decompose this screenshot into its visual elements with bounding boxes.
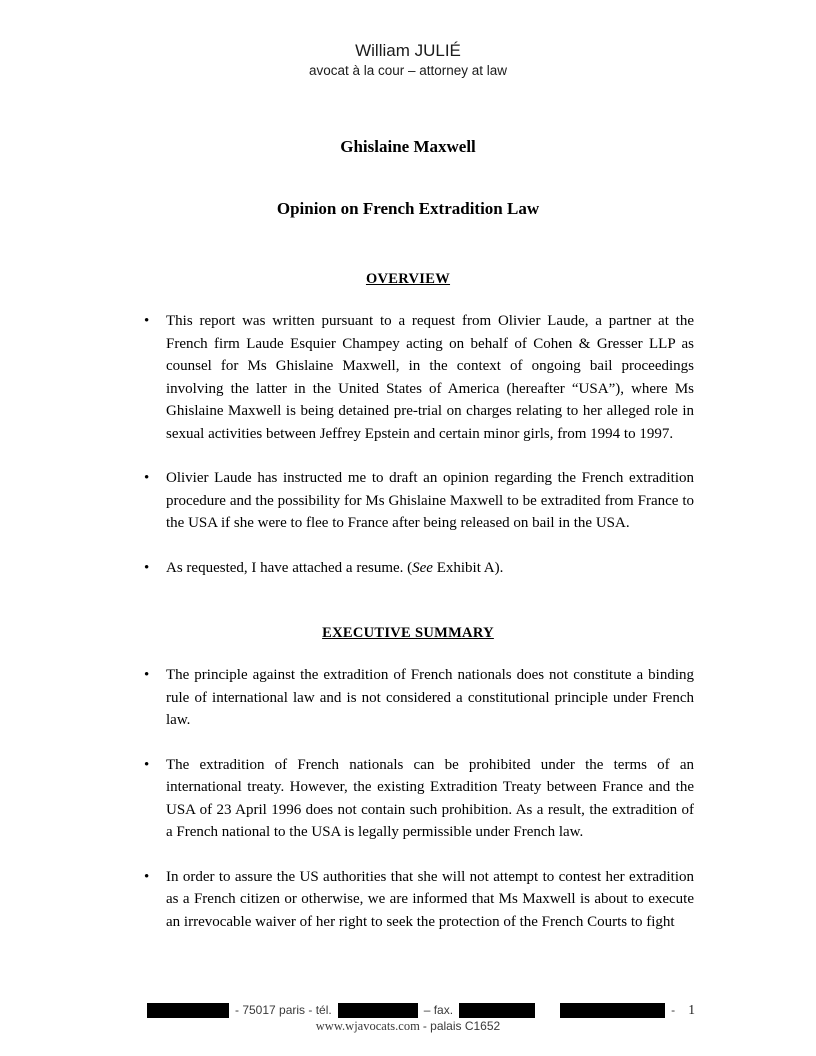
bullet-icon: •	[144, 868, 150, 885]
letterhead	[0, 0, 816, 80]
redacted-fax-bar	[459, 1003, 535, 1018]
overview-bullet-list	[122, 310, 694, 579]
overview-bullet-2: Olivier Laude has instructed me to draft an opinion regarding the French extradition procedure and the possibility for Ms Ghislaine Maxwell to be extradited from France to the USA if she were to flee to France after being released on bail in the USA.	[166, 470, 694, 531]
section-heading-executive-summary: EXECUTIVE SUMMARY	[322, 625, 494, 641]
document-title: Ghislaine Maxwell	[340, 137, 476, 156]
list-item	[122, 754, 694, 844]
footer-contact-line	[147, 1002, 695, 1018]
footer-fax-label: – fax.	[423, 1003, 454, 1017]
bullet-icon: •	[144, 667, 150, 683]
bullet-3-pre: As requested, I have attached a resume. (	[166, 559, 413, 576]
footer-website: www.wjavocats.com	[315, 1019, 420, 1033]
footer-separator: -	[422, 1019, 427, 1033]
bullet-3-italic-see: See	[412, 559, 433, 576]
bullet-icon: •	[144, 559, 150, 576]
document-subtitle: Opinion on French Extradition Law	[276, 199, 540, 218]
list-item	[122, 557, 694, 580]
footer-palais: palais C1652	[430, 1019, 501, 1033]
overview-bullet-3	[166, 557, 694, 580]
letterhead-tagline: avocat à la cour – attorney at law	[308, 63, 508, 78]
footer-address-suffix: - 75017 paris - tél.	[235, 1003, 332, 1017]
bullet-icon: •	[144, 470, 150, 486]
overview-bullet-1: This report was written pursuant to a request from Olivier Laude, a partner at the French firm Laude Esquier Champey acting on behalf of Cohen & Gresser LLP as counsel for Ms Ghislaine Maxwell, in the context of ongoing bail proceedings involving the latter in the United States of America (hereafter “USA”), where Ms Ghislaine Maxwell is being detained pre-trial on charges relating to her alleged role in sexual activities between Jeffrey Epstein and certain minor girls, from 1994 to 1997.	[166, 313, 694, 442]
executive-summary-bullet-list	[122, 664, 694, 933]
list-item	[122, 467, 694, 535]
bullet-3-post: Exhibit A).	[432, 559, 504, 576]
bullet-icon: •	[144, 756, 150, 773]
list-item	[122, 866, 694, 934]
redacted-address-bar	[147, 1003, 229, 1018]
redacted-email-bar	[560, 1003, 665, 1018]
footer-website-line	[0, 1019, 816, 1034]
letterhead-name: William JULIÉ	[355, 41, 461, 60]
page-number: 1	[688, 1002, 695, 1017]
bullet-icon: •	[144, 313, 150, 329]
exec-bullet-2: The extradition of French nationals can be prohibited under the terms of an international treaty. However, the existing Extradition Treaty between France and the USA of 23 April 1996 does not contain such prohibition. As a result, the extradition of a French national to the USA is legally permissible under French law.	[166, 756, 694, 840]
exec-bullet-1: The principle against the extradition of French nationals does not constitute a binding rule of international law and is not considered a constitutional principle under French law.	[166, 667, 694, 728]
list-item	[122, 310, 694, 445]
section-heading-overview: OVERVIEW	[365, 271, 451, 287]
redacted-phone-bar	[338, 1003, 418, 1018]
footer-trailing-dash: -	[671, 1003, 676, 1017]
list-item	[122, 664, 694, 732]
exec-bullet-3: In order to assure the US authorities that she will not attempt to contest her extradition as a French citizen or otherwise, we are informed that Ms Maxwell is about to execute an irrevocable waiver of her right to seek the protection of the French Courts to fight	[166, 868, 694, 930]
